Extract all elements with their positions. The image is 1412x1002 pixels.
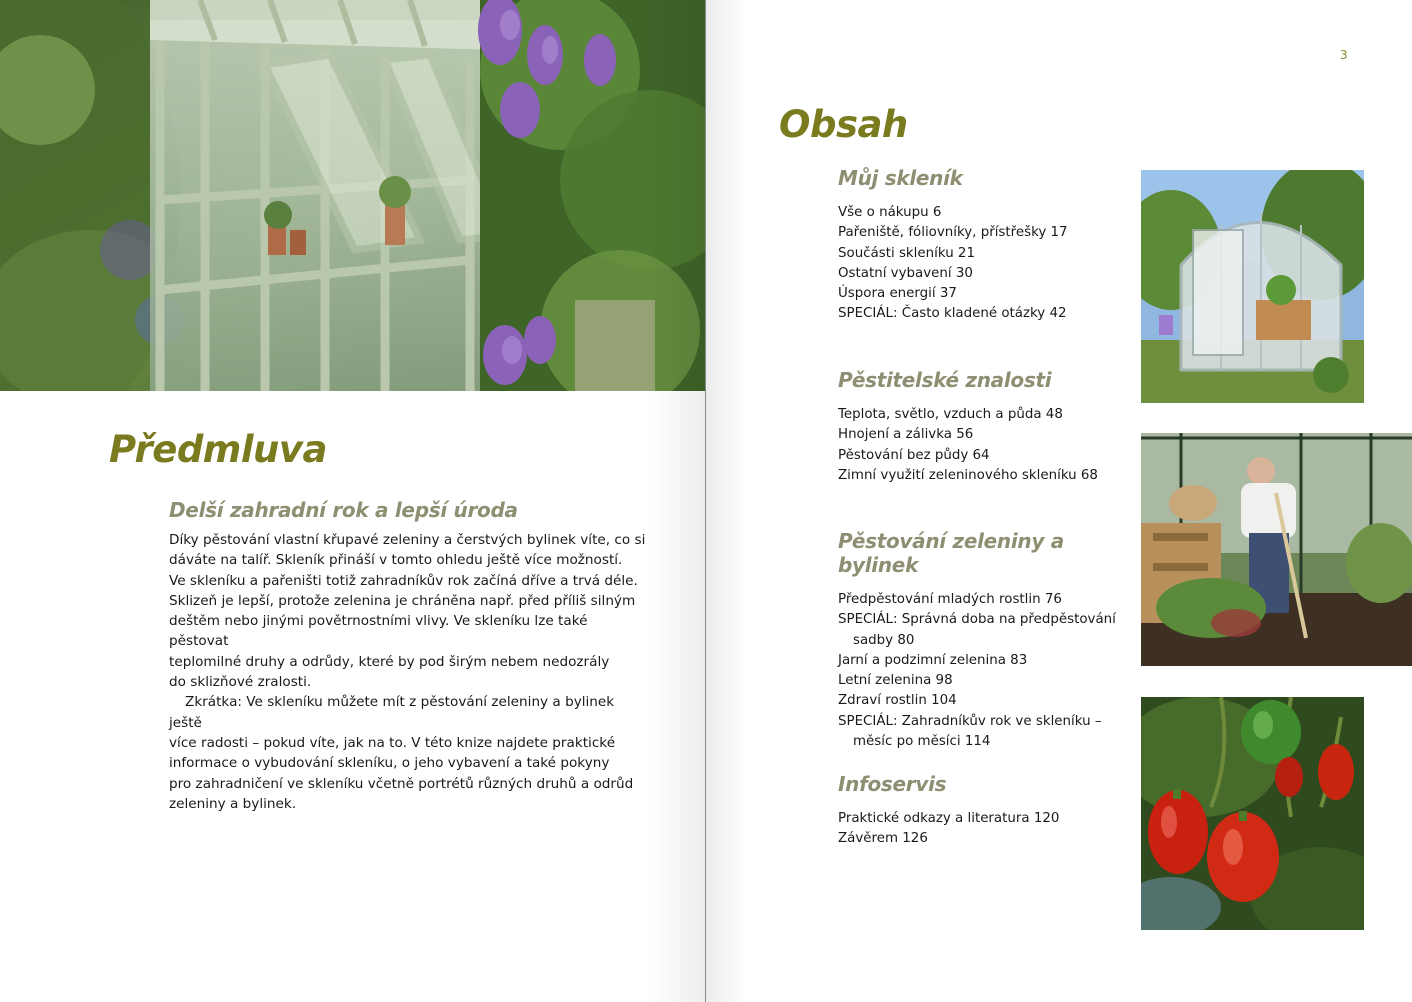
toc-section-heading: Pěstování zeleniny a bylinek bbox=[838, 529, 1064, 577]
toc-entry[interactable] bbox=[838, 203, 1108, 223]
toc-entry-list bbox=[838, 590, 1116, 752]
toc-entry-label: Závěrem 126 bbox=[838, 831, 928, 847]
text-line: teplomilné druhy a odrůdy, které by pod širým nebem nedozrály bbox=[169, 653, 610, 670]
text-line: Sklizeň je lepší, protože zelenina je chráněna např. před příliš silným bbox=[169, 592, 636, 609]
right-page bbox=[706, 0, 1412, 1002]
toc-section-2 bbox=[838, 368, 1108, 486]
toc-entry-label: Zimní využití zeleninového skleníku 68 bbox=[838, 467, 1098, 483]
gardener-photo bbox=[1141, 433, 1412, 666]
text-line: deštěm nebo jinými povětrnostními vlivy. Ve skleníku lze také pěstovat bbox=[169, 613, 588, 650]
text-line: Zkrátka: Ve skleníku můžete mít z pěstování zeleniny a bylinek ještě bbox=[169, 694, 615, 731]
toc-entry-label: Předpěstování mladých rostlin 76 bbox=[838, 592, 1062, 607]
toc-entry-label: Vše o nákupu 6 bbox=[838, 205, 942, 220]
toc-entry[interactable] bbox=[838, 610, 1116, 651]
gutter-shadow bbox=[646, 0, 706, 1002]
toc-entry[interactable] bbox=[838, 244, 1108, 264]
toc-entry[interactable] bbox=[838, 425, 1108, 445]
toc-entry[interactable] bbox=[838, 446, 1108, 466]
toc-entry-continuation: sadby 80 bbox=[853, 632, 915, 648]
toc-entry[interactable] bbox=[838, 590, 1108, 610]
toc-entry-label: Pěstování bez půdy 64 bbox=[838, 447, 990, 463]
toc-section-1 bbox=[838, 166, 1108, 325]
toc-entry-label: Teplota, světlo, vzduch a půda 48 bbox=[838, 407, 1063, 422]
text-line: zeleniny a bylinek. bbox=[169, 795, 297, 812]
toc-entry[interactable] bbox=[838, 223, 1108, 243]
toc-entry-list bbox=[838, 203, 1108, 325]
toc-entry-label: Jarní a podzimní zelenina 83 bbox=[838, 652, 1028, 668]
intro-paragraph-2 bbox=[169, 692, 649, 814]
toc-entry[interactable] bbox=[838, 466, 1108, 486]
toc-entry-label: Letní zelenina 98 bbox=[838, 673, 953, 689]
toc-entry[interactable] bbox=[838, 712, 1108, 753]
peppers-photo bbox=[1141, 697, 1364, 930]
toc-entry[interactable] bbox=[838, 284, 1108, 304]
toc-section-heading: Infoservis bbox=[838, 772, 947, 796]
toc-entry[interactable] bbox=[838, 829, 1108, 849]
intro-paragraph-1 bbox=[169, 530, 649, 692]
text-line: více radosti – pokud víte, jak na to. V této knize najdete praktické bbox=[169, 734, 616, 751]
toc-entry-label: SPECIÁL: Zahradníkův rok ve skleníku – bbox=[838, 713, 1102, 729]
toc-title: Obsah bbox=[779, 103, 908, 146]
page-number: 3 bbox=[1340, 48, 1348, 62]
toc-entry-label: Úspora energií 37 bbox=[838, 286, 957, 302]
text-line: dáváte na talíř. Skleník přináší v tomto ohledu ještě více možností. bbox=[169, 552, 623, 569]
toc-entry-label: Součásti skleníku 21 bbox=[838, 245, 975, 261]
toc-section-heading: Můj skleník bbox=[838, 166, 963, 190]
toc-entry-label: Zdraví rostlin 104 bbox=[838, 693, 957, 709]
intro-text bbox=[169, 530, 649, 814]
text-line: Díky pěstování vlastní křupavé zeleniny a čerstvých bylinek víte, co si bbox=[169, 532, 646, 548]
toc-entry[interactable] bbox=[838, 671, 1108, 691]
toc-entry[interactable] bbox=[838, 809, 1108, 829]
greenhouse-illustration bbox=[0, 0, 706, 391]
toc-section-4 bbox=[838, 772, 1108, 850]
toc-entry-label: Praktické odkazy a literatura 120 bbox=[838, 811, 1060, 826]
section-subtitle: Delší zahradní rok a lepší úroda bbox=[169, 498, 518, 522]
toc-entry-list bbox=[838, 405, 1108, 486]
toc-entry-label: Pařeniště, fóliovníky, přístřešky 17 bbox=[838, 225, 1068, 241]
gutter-shadow bbox=[706, 0, 746, 1002]
page-title: Předmluva bbox=[109, 428, 327, 471]
toc-entry[interactable] bbox=[838, 264, 1108, 284]
toc-entry[interactable] bbox=[838, 691, 1108, 711]
text-line: informace o vybudování skleníku, o jeho vybavení a také pokyny bbox=[169, 755, 610, 772]
toc-entry[interactable] bbox=[838, 304, 1108, 324]
toc-entry[interactable] bbox=[838, 405, 1108, 425]
text-line: do sklizňové zralosti. bbox=[169, 674, 312, 691]
toc-entry-list bbox=[838, 809, 1108, 850]
text-line: Ve skleníku a pařeništi totiž zahradníkův rok začíná dříve a trvá déle. bbox=[169, 572, 638, 589]
polytunnel-photo bbox=[1141, 170, 1364, 403]
toc-section-3 bbox=[838, 529, 1116, 752]
toc-section-heading: Pěstitelské znalosti bbox=[838, 368, 1052, 392]
toc-entry-continuation: měsíc po měsíci 114 bbox=[853, 734, 991, 750]
text-line: pro zahradničení ve skleníku včetně portrétů různých druhů a odrůd bbox=[169, 775, 634, 792]
toc-entry-label: SPECIÁL: Správná doba na předpěstování bbox=[838, 612, 1116, 628]
toc-entry-label: Ostatní vybavení 30 bbox=[838, 265, 973, 281]
toc-entry[interactable] bbox=[838, 651, 1108, 671]
toc-entry-label: Hnojení a zálivka 56 bbox=[838, 427, 974, 443]
greenhouse-photo bbox=[0, 0, 706, 391]
toc-entry-label: SPECIÁL: Často kladené otázky 42 bbox=[838, 306, 1067, 322]
